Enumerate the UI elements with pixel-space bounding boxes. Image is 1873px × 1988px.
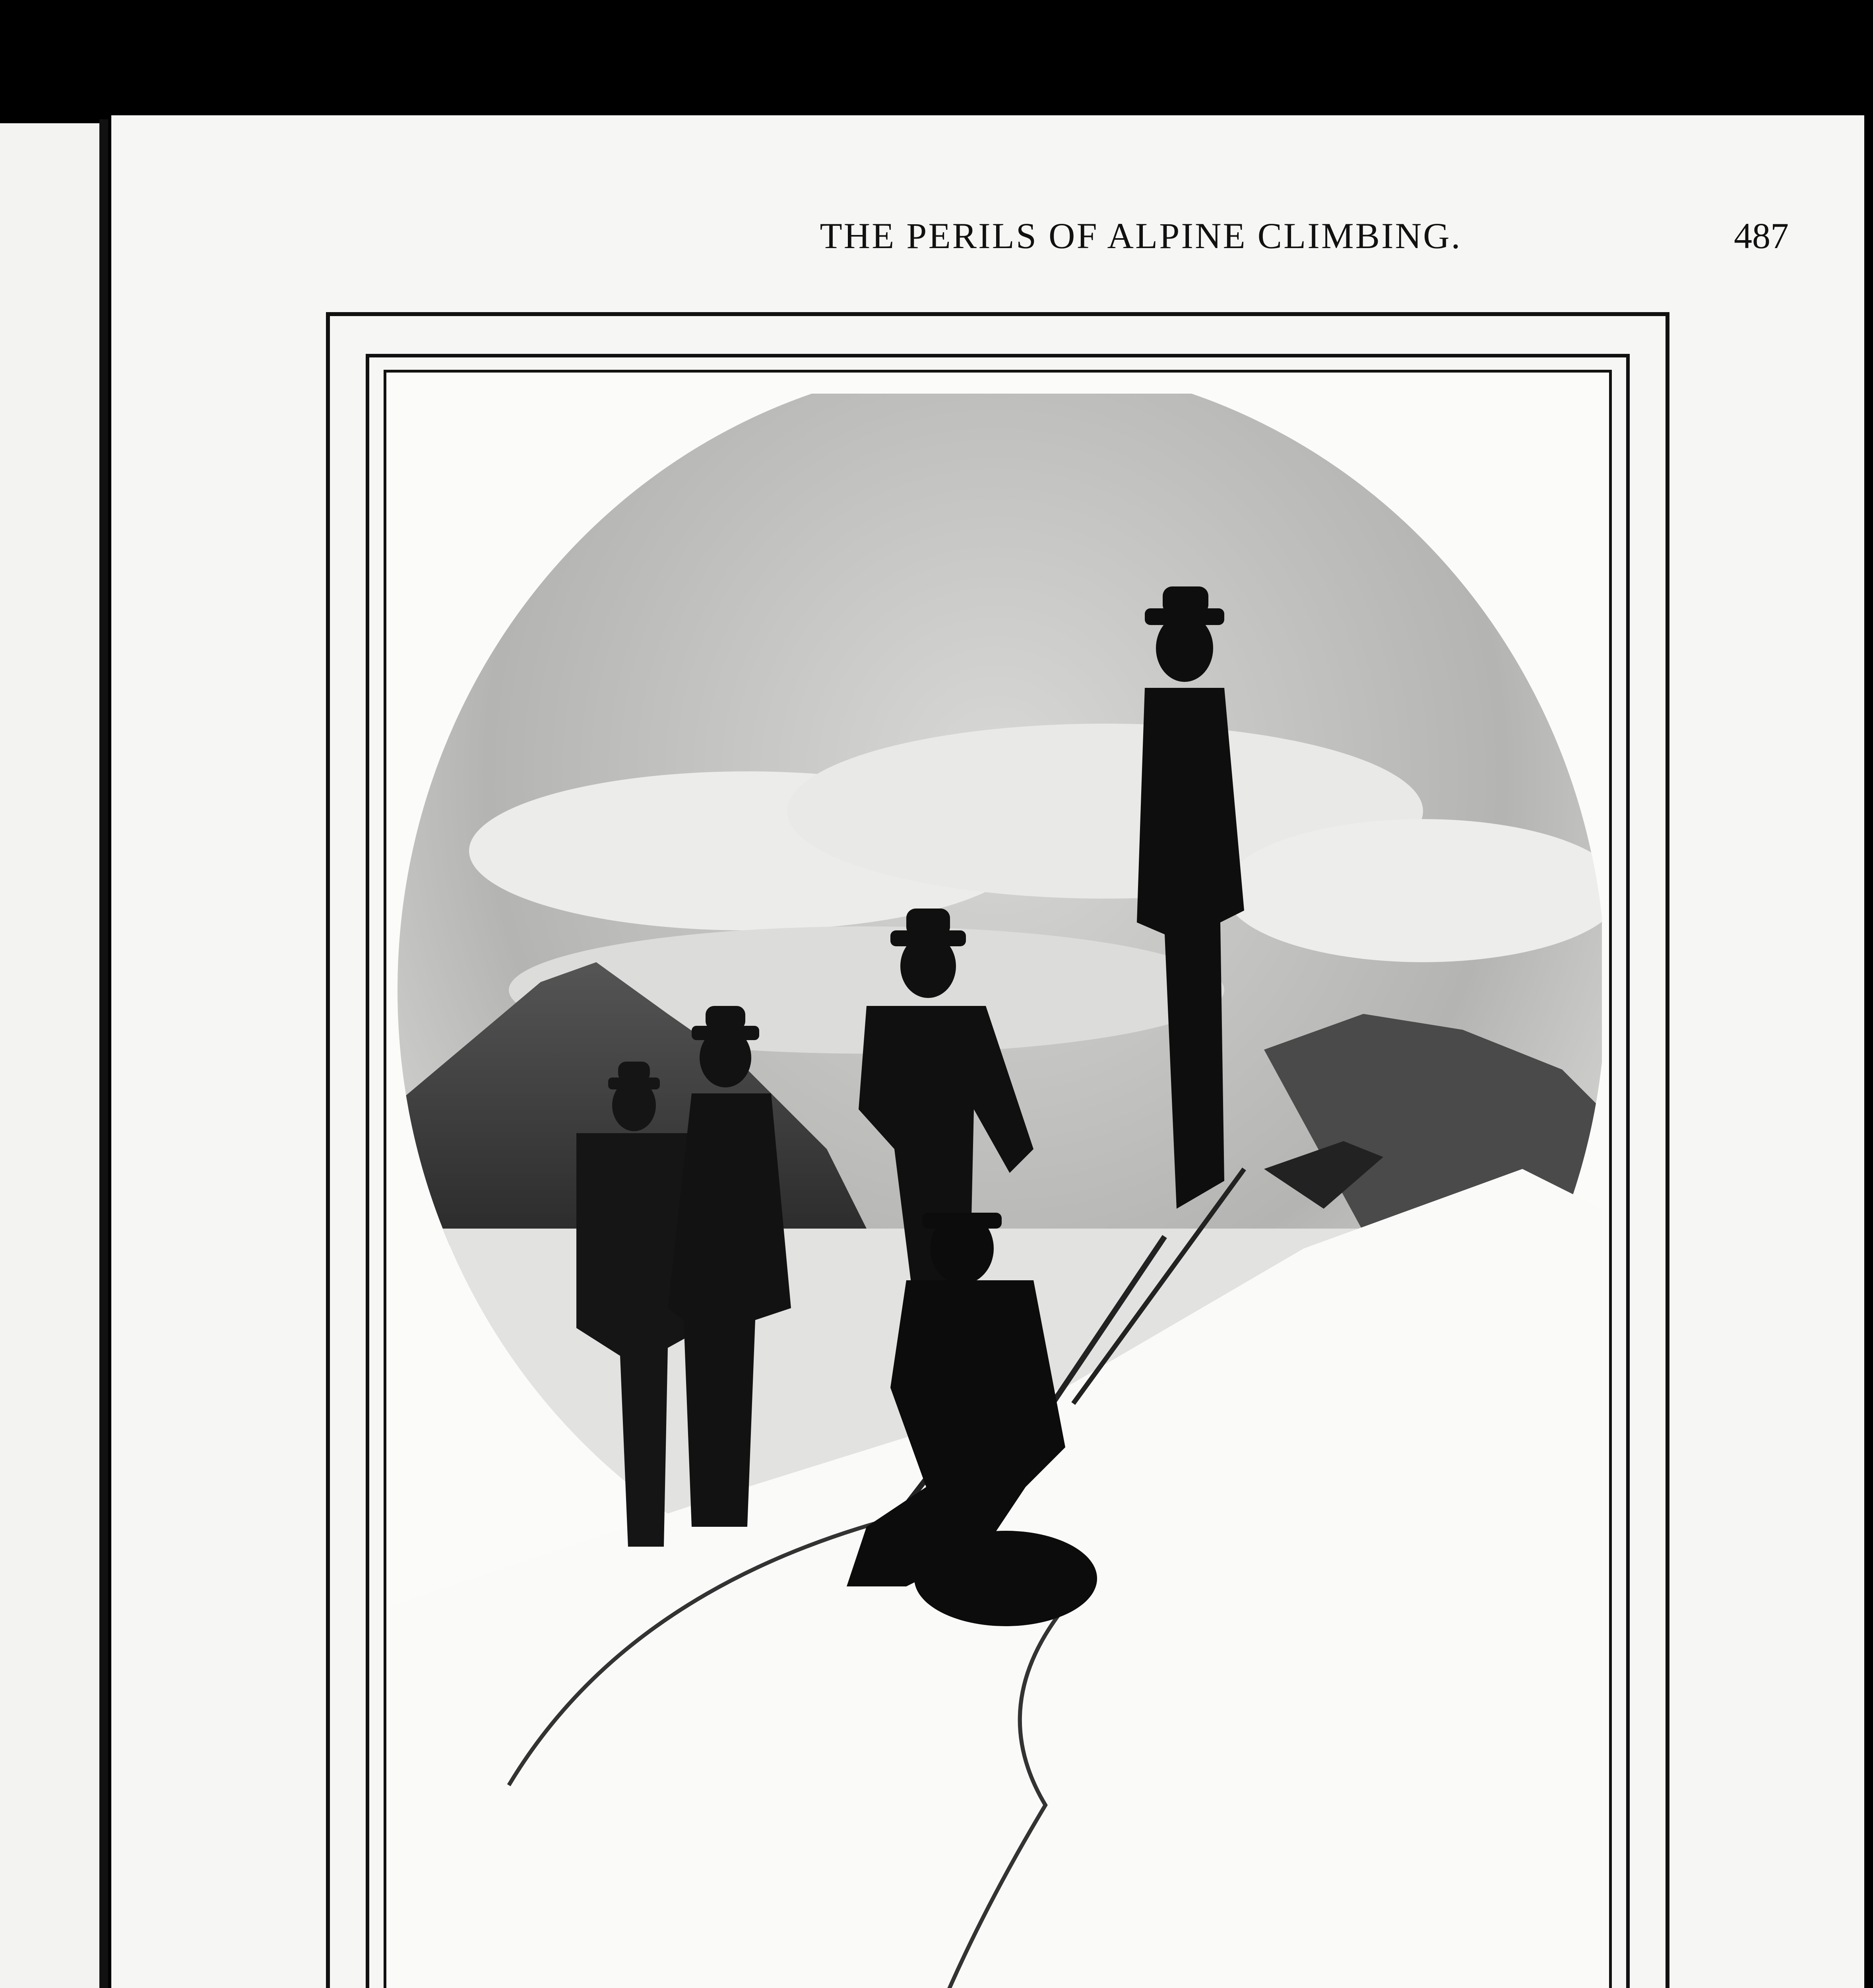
running-header: THE PERILS OF ALPINE CLIMBING. bbox=[820, 215, 1462, 256]
page-number: 487 bbox=[1734, 215, 1789, 256]
climbers-photograph bbox=[390, 394, 1602, 1988]
adjacent-page-edge bbox=[0, 123, 99, 1988]
book-gutter bbox=[99, 119, 108, 1988]
book-page bbox=[111, 115, 1864, 1988]
